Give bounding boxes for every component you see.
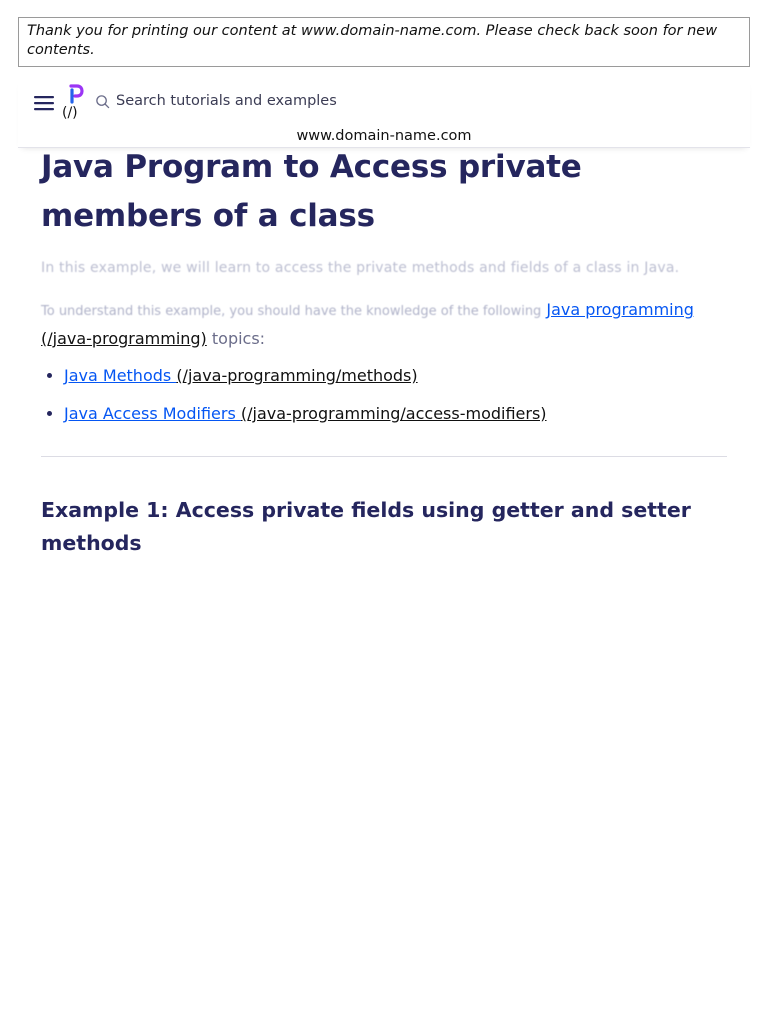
top-navigation-bar xyxy=(18,78,750,148)
list-item xyxy=(64,366,727,386)
list-item xyxy=(64,404,727,424)
prerequisite-paragraph xyxy=(41,296,727,352)
topic-list xyxy=(41,366,727,424)
print-notice: Thank you for printing our content at www.domain-name.com. Please check back soon for new contents. xyxy=(18,17,750,67)
java-access-modifiers-link[interactable]: Java Access Modifiers xyxy=(64,404,241,423)
section-divider xyxy=(41,456,727,457)
home-link[interactable]: (/) xyxy=(62,105,78,121)
java-access-modifiers-path: (/java-programming/access-modifiers) xyxy=(240,404,547,423)
search-icon xyxy=(95,94,110,109)
example-heading: Example 1: Access private fields using getter and setter methods xyxy=(41,498,691,555)
article-content xyxy=(41,143,727,560)
intro-paragraph: In this example, we will learn to access the private methods and fields of a class in Java. xyxy=(41,260,680,276)
search-input[interactable] xyxy=(116,90,516,112)
prerequisite-text: To understand this example, you should have the knowledge of the following xyxy=(41,304,542,319)
topics-suffix: topics: xyxy=(206,329,266,348)
java-methods-path: (/java-programming/methods) xyxy=(176,366,418,385)
hamburger-menu-icon[interactable] xyxy=(34,94,56,112)
bullet xyxy=(47,411,52,416)
site-logo-icon[interactable] xyxy=(66,84,86,104)
site-url: www.domain-name.com xyxy=(296,128,472,144)
java-programming-link[interactable]: Java programming xyxy=(546,300,694,319)
java-programming-path: (/java-programming) xyxy=(41,329,207,348)
java-methods-link[interactable]: Java Methods xyxy=(64,366,177,385)
page-title: Java Program to Access private members of a class xyxy=(41,149,582,234)
bullet xyxy=(47,373,52,378)
